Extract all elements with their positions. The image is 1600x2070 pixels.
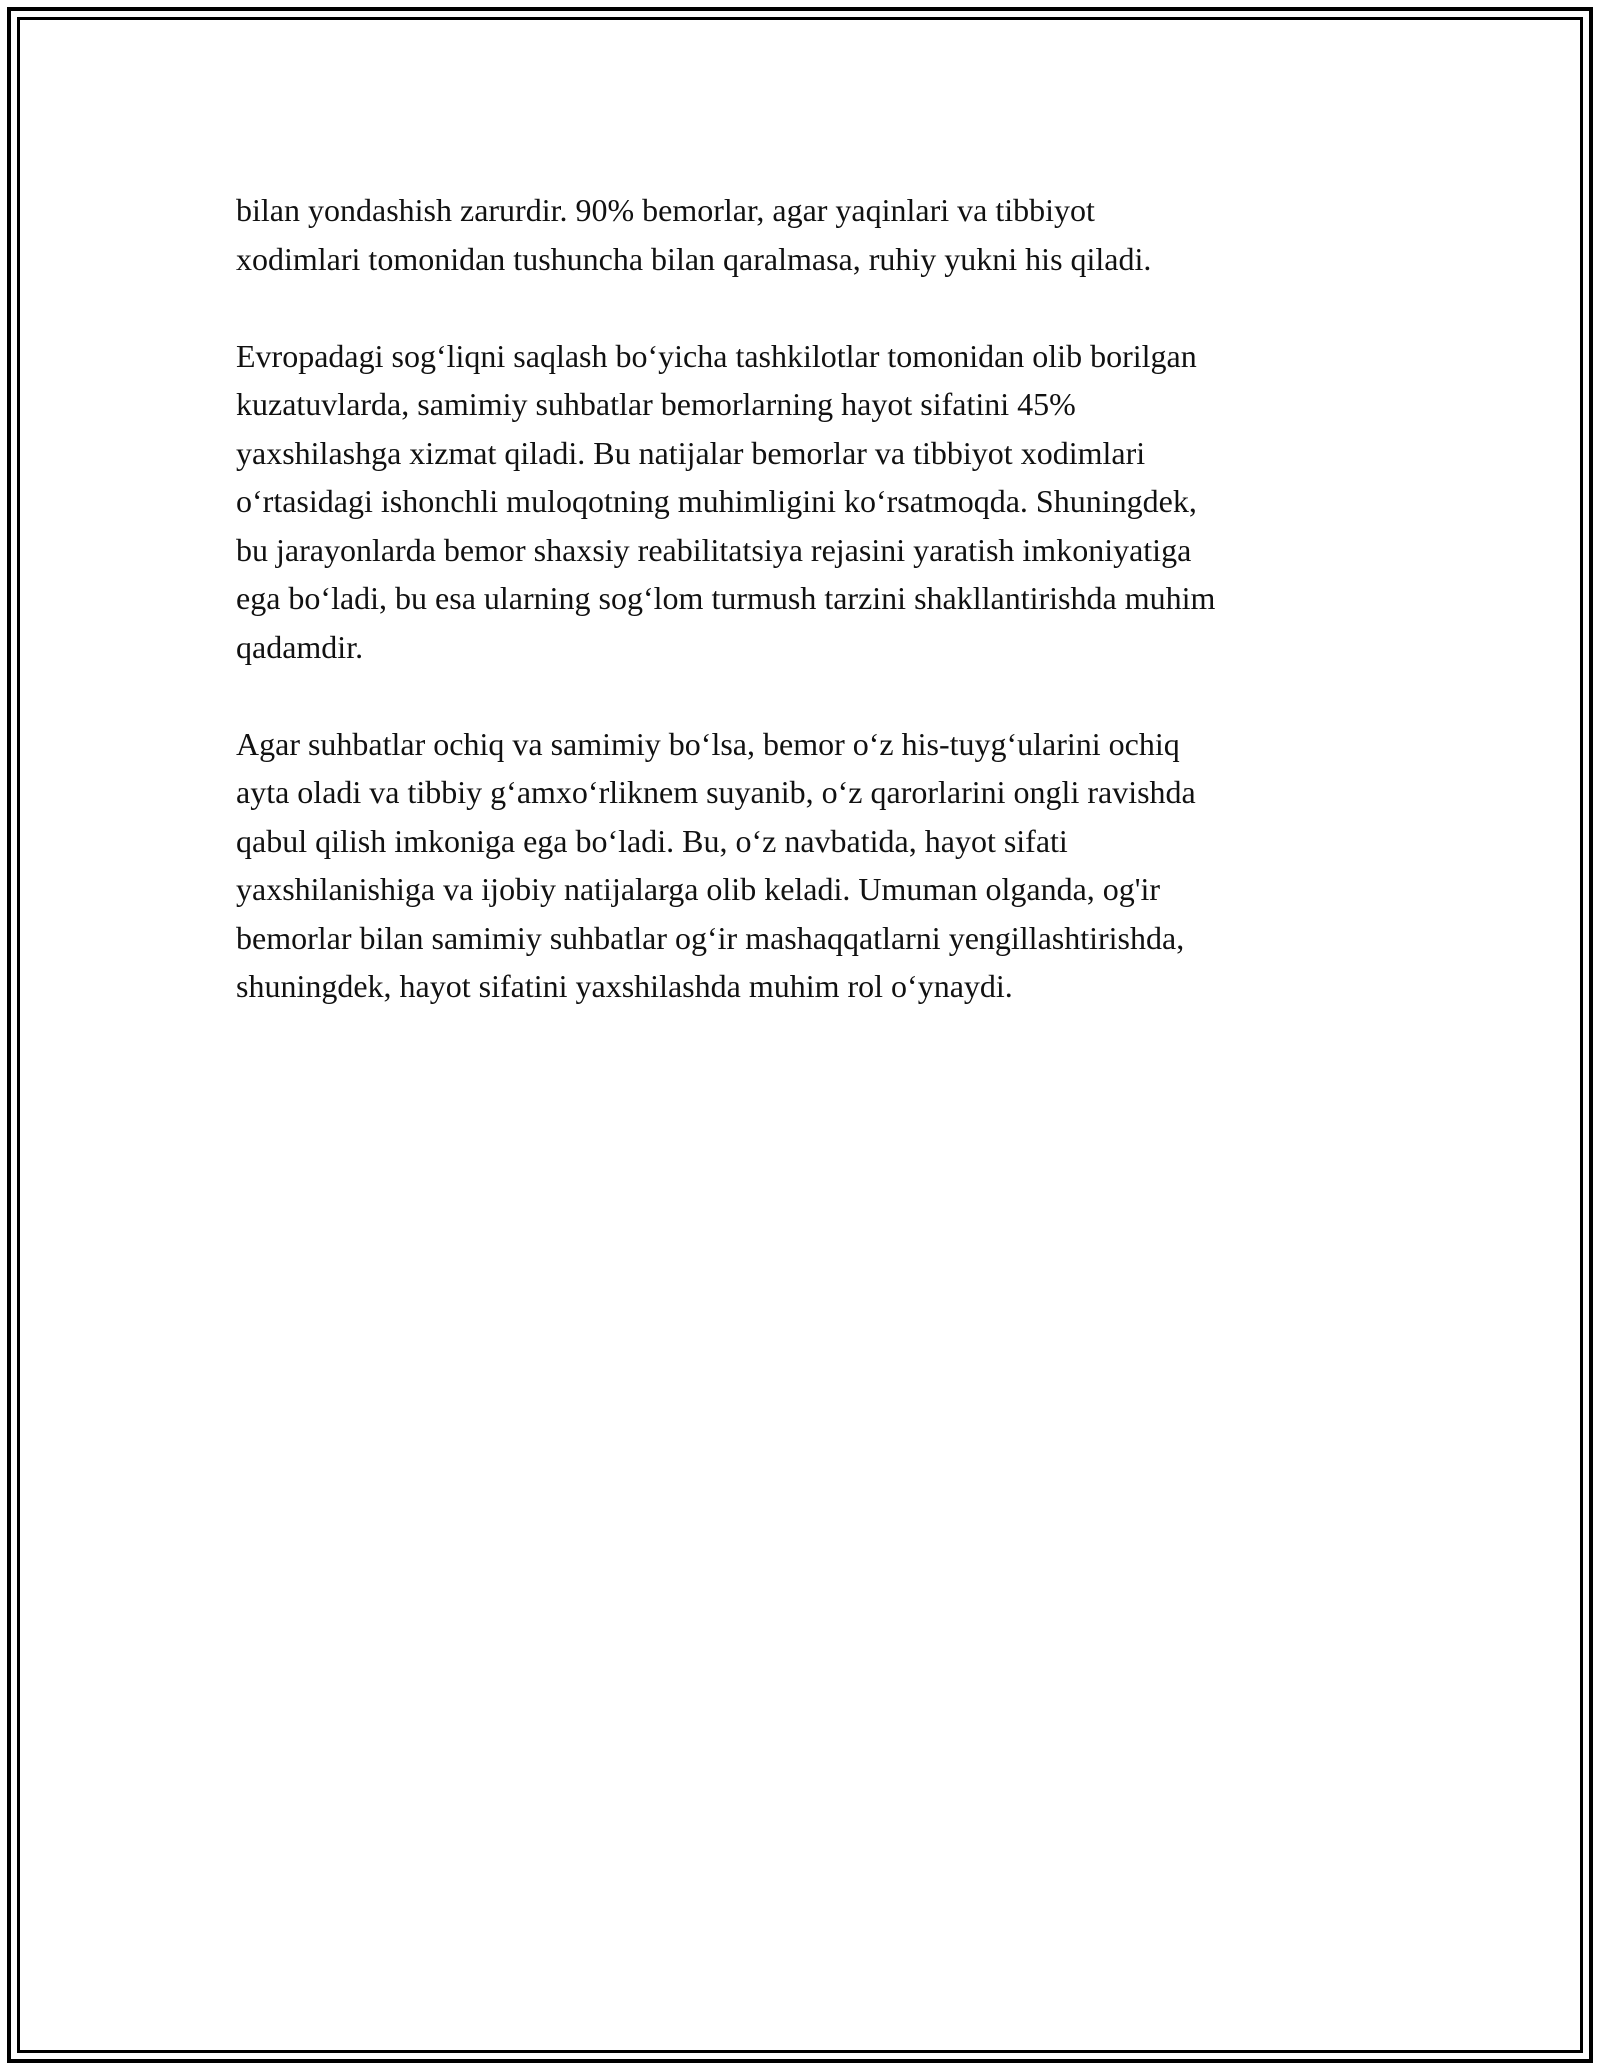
text-line: bu jarayonlarda bemor shaxsiy reabilitatsiya rejasini yaratish imkoniyatiga <box>236 531 1192 568</box>
paragraph-2 <box>236 332 1366 672</box>
text-line: bemorlar bilan samimiy suhbatlar og‘ir mashaqqatlarni yengillashtirishda, <box>236 919 1185 956</box>
text-line: yaxshilashga xizmat qiladi. Bu natijalar bemorlar va tibbiyot xodimlari <box>236 434 1146 471</box>
text-line: ayta oladi va tibbiy g‘amxo‘rliknem suyanib, o‘z qarorlarini ongli ravishda <box>236 774 1196 810</box>
text-line: Evropadagi sog‘liqni saqlash bo‘yicha tashkilotlar tomonidan olib borilgan <box>236 337 1197 374</box>
text-line: xodimlari tomonidan tushuncha bilan qaralmasa, ruhiy yukni his qiladi. <box>236 240 1152 277</box>
text-line: ega bo‘ladi, bu esa ularning sog‘lom turmush tarzini shakllantirishda muhim <box>236 580 1216 616</box>
paragraph-3 <box>236 720 1366 1011</box>
document-body <box>236 186 1366 1059</box>
text-line: shuningdek, hayot sifatini yaxshilashda muhim rol o‘ynaydi. <box>236 968 1013 1004</box>
text-line: bilan yondashish zarurdir. 90% bemorlar, agar yaqinlari va tibbiyot <box>236 192 1095 228</box>
text-line: o‘rtasidagi ishonchli muloqotning muhimligini ko‘rsatmoqda. Shuningdek, <box>236 483 1197 519</box>
paragraph-1 <box>236 186 1366 283</box>
text-line: qadamdir. <box>236 628 364 665</box>
text-line: yaxshilanishiga va ijobiy natijalarga olib keladi. Umuman olganda, og'ir <box>236 871 1161 907</box>
text-line: kuzatuvlarda, samimiy suhbatlar bemorlarning hayot sifatini 45% <box>236 386 1076 422</box>
text-line: Agar suhbatlar ochiq va samimiy bo‘lsa, bemor o‘z his-tuyg‘ularini ochiq <box>236 725 1180 762</box>
text-line: qabul qilish imkoniga ega bo‘ladi. Bu, o‘z navbatida, hayot sifati <box>236 822 1068 859</box>
